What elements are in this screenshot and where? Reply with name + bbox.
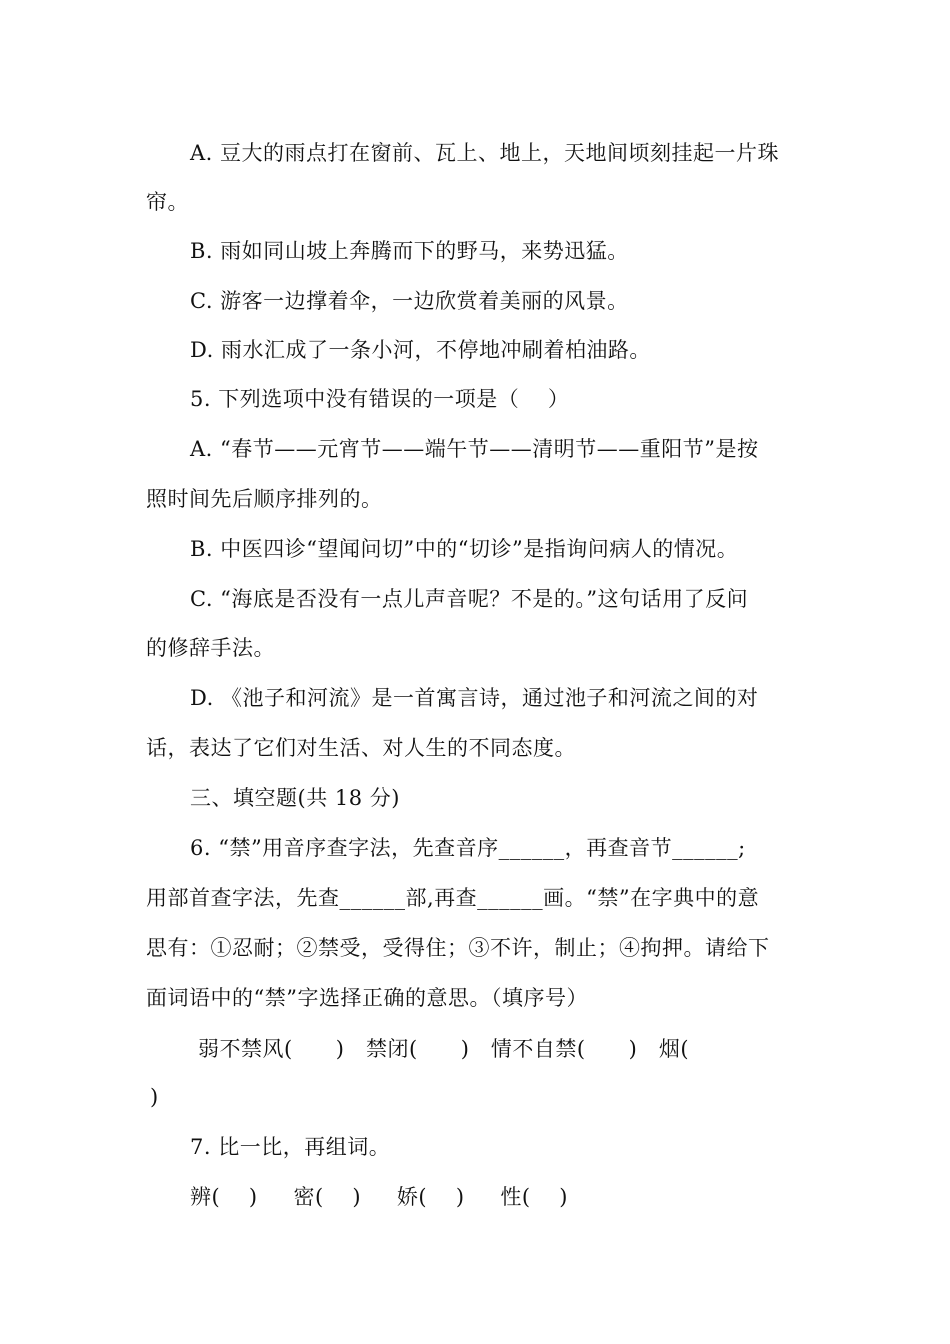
option-d-q5-line1: D. 《池子和河流》是一首寓言诗，通过池子和河流之间的对 (190, 686, 759, 710)
option-b-q4: B. 雨如同山坡上奔腾而下的野马，来势迅猛。 (190, 239, 629, 263)
option-d-q5-line2: 话，表达了它们对生活、对人生的不同态度。 (146, 736, 576, 760)
section-heading-fill-blank: 三、填空题(共 18 分) (190, 786, 400, 810)
option-b-q5: B. 中医四诊“望闻问切”中的“切诊”是指询问病人的情况。 (190, 537, 739, 561)
question-5: 5. 下列选项中没有错误的一项是（ ） (190, 387, 570, 411)
question-6-line3: 思有：①忍耐；②禁受，受得住；③不许，制止；④拘押。请给下 (146, 936, 770, 960)
option-c-q5-line2: 的修辞手法。 (146, 636, 275, 660)
option-c-q4: C. 游客一边撑着伞，一边欣赏着美丽的风景。 (190, 289, 629, 313)
question-6-line1: 6. “禁”用音序查字法，先查音序______，再查音节______; (190, 836, 746, 860)
question-6-words-line2: ) (150, 1085, 159, 1109)
option-a-q4-line1: A. 豆大的雨点打在窗前、瓦上、地上，天地间顷刻挂起一片珠 (190, 141, 780, 165)
question-7-items: 辨( ) 密( ) 娇( ) 性( ) (190, 1185, 568, 1209)
option-a-q5-line2: 照时间先后顺序排列的。 (146, 487, 383, 511)
question-6-line4: 面词语中的“禁”字选择正确的意思。（填序号） (146, 986, 588, 1010)
option-c-q5-line1: C. “海底是否没有一点儿声音呢？不是的。”这句话用了反问 (190, 587, 749, 611)
question-6-line2: 用部首查字法，先查______部,再查______画。“禁”在字典中的意 (146, 886, 760, 910)
question-7: 7. 比一比，再组词。 (190, 1135, 391, 1159)
question-6-words-line1: 弱不禁风( ) 禁闭( ) 情不自禁( ) 烟( (198, 1037, 690, 1061)
option-a-q4-line2: 帘。 (146, 190, 189, 214)
option-d-q4: D. 雨水汇成了一条小河，不停地冲刷着柏油路。 (190, 338, 651, 362)
option-a-q5-line1: A. “春节——元宵节——端午节——清明节——重阳节”是按 (190, 437, 759, 461)
